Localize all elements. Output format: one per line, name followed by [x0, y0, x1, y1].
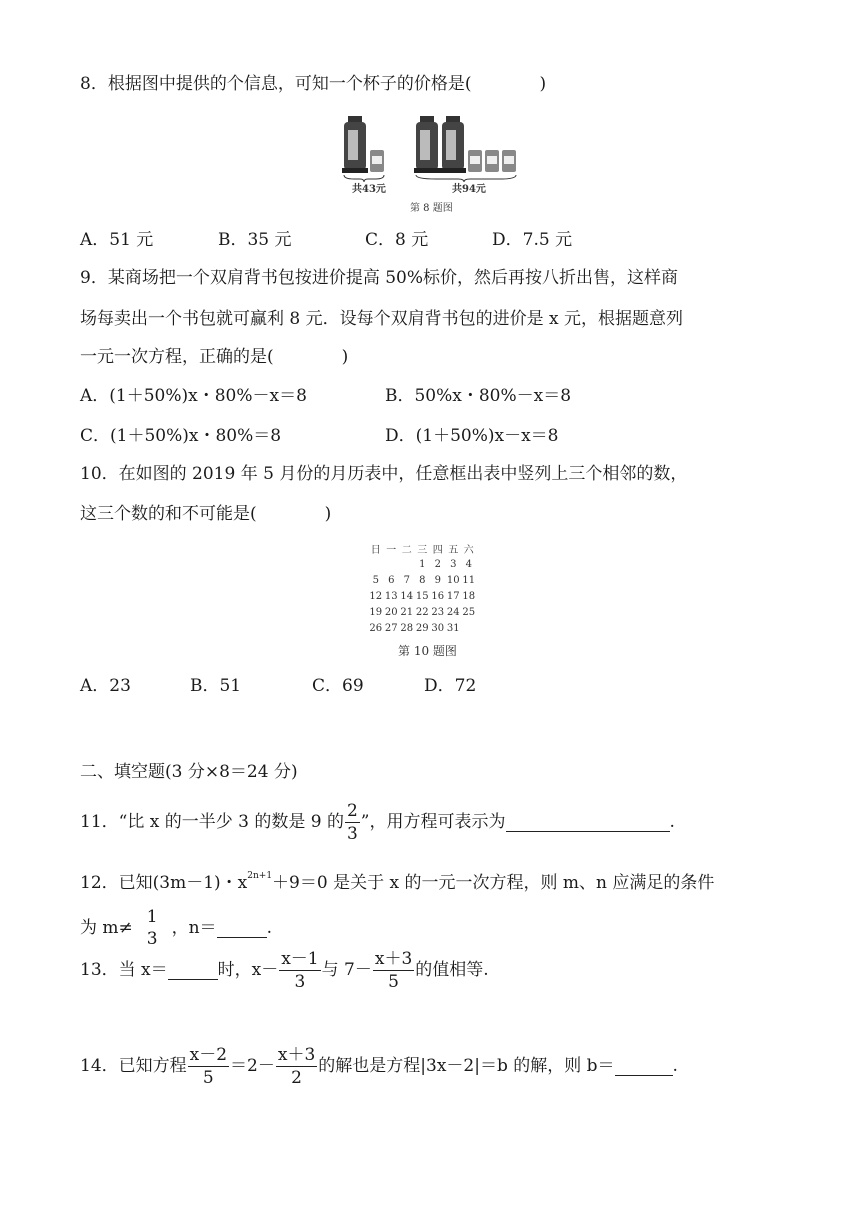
q14-pre: 14．已知方程 [80, 1056, 187, 1076]
q12-end: . [266, 918, 272, 938]
calendar-header-cell: 四 [432, 544, 443, 556]
calendar-row [368, 604, 477, 620]
section-title: 二、填空题(3 分×8＝24 分) [80, 762, 298, 782]
q14-f2-num: x＋3 [277, 1044, 316, 1065]
q14-post: 的解也是方程|3x－2|＝b 的解，则 b＝ [318, 1056, 615, 1076]
q10-option-d[interactable]: D．72 [424, 676, 477, 696]
q9-line-2: 场每卖出一个书包就可赢利 8 元．设每个双肩背书包的进价是 x 元，根据题意列 [80, 309, 684, 329]
q12-line2-a: 为 m≠ [80, 918, 133, 938]
calendar-cell: 24 [446, 606, 460, 618]
calendar-row [368, 620, 477, 636]
calendar-cell: 11 [462, 574, 476, 586]
calendar-cell: 17 [446, 590, 460, 602]
cup-icon [502, 150, 516, 172]
q9-option-c[interactable]: C．(1＋50%)x・80%＝8 [80, 426, 282, 446]
calendar-cell: 8 [419, 574, 426, 586]
calendar-header-cell: 日 [370, 544, 381, 556]
q14-end: . [672, 1056, 678, 1076]
q13-f2-num: x＋3 [374, 948, 413, 969]
thermos-icon [342, 116, 368, 173]
q12-line2-b: ，n＝ [171, 918, 217, 938]
q8-option-c[interactable]: C．8 元 [365, 230, 429, 250]
q9-line-3: 一元一次方程，正确的是( ) [80, 347, 349, 367]
q9-option-a[interactable]: A．(1＋50%)x・80%－x＝8 [80, 386, 307, 406]
calendar-cell: 10 [446, 574, 460, 586]
q14-f2-den: 2 [291, 1067, 302, 1088]
calendar-cell: 15 [415, 590, 429, 602]
calendar-cell: 19 [369, 606, 383, 618]
q12-fraction [147, 906, 158, 950]
calendar-header-row [368, 540, 477, 556]
q12-frac-num: 1 [146, 907, 158, 927]
q11-post: ”，用方程可表示为 [360, 812, 506, 832]
q14-fraction-1 [188, 1044, 229, 1089]
q11-end: . [669, 812, 675, 832]
calendar-cell: 28 [400, 622, 414, 634]
q10-option-b[interactable]: B．51 [190, 676, 242, 696]
q12-answer-blank[interactable] [217, 919, 267, 938]
q10-option-c[interactable]: C．69 [312, 676, 364, 696]
calendar-cell: 22 [415, 606, 429, 618]
calendar-cell: 27 [384, 622, 398, 634]
calendar-cell: 29 [415, 622, 429, 634]
q11-fraction [345, 800, 360, 845]
q12-exponent: 2n+1 [247, 871, 273, 881]
calendar-cell: 21 [400, 606, 414, 618]
calendar-row [368, 556, 477, 572]
q11-pre: 11．“比 x 的一半少 3 的数是 9 的 [80, 812, 344, 832]
q11 [80, 798, 675, 846]
calendar-cell: 3 [450, 558, 457, 570]
calendar-table [368, 540, 477, 636]
q13-mid1: 时，x－ [217, 960, 279, 980]
q12-line-1 [80, 864, 714, 895]
calendar-cell: 26 [369, 622, 383, 634]
calendar-header-cell: 三 [417, 544, 428, 556]
q13-fraction-2 [373, 948, 414, 993]
q12-line1-b: ＋9＝0 是关于 x 的一元一次方程，则 m、n 应满足的条件 [272, 873, 715, 893]
q10-option-a[interactable]: A．23 [80, 676, 131, 696]
calendar-cell: 6 [388, 574, 395, 586]
calendar-row [368, 588, 477, 604]
q11-frac-num: 2 [346, 800, 358, 821]
q10-line-1: 10．在如图的 2019 年 5 月份的月历表中，任意框出表中竖列上三个相邻的数， [80, 464, 688, 484]
q13-pre: 13．当 x＝ [80, 960, 168, 980]
calendar-cell: 23 [431, 606, 445, 618]
q8-option-b[interactable]: B．35 元 [218, 230, 292, 250]
q10-line-2: 这三个数的和不可能是( ) [80, 504, 332, 524]
calendar-cell: 31 [446, 622, 460, 634]
fig8-caption: 第 8 题图 [410, 203, 453, 214]
q8-option-a[interactable]: A．51 元 [80, 230, 154, 250]
q13-fraction-1 [279, 948, 320, 993]
q13-f1-num: x－1 [281, 948, 319, 969]
q14-mid: ＝2－ [230, 1056, 275, 1076]
calendar-header-cell: 五 [448, 544, 459, 556]
fig10-caption: 第 10 题图 [398, 644, 457, 658]
q9-option-d[interactable]: D．(1＋50%)x－x＝8 [385, 426, 559, 446]
q13-answer-blank[interactable] [168, 961, 218, 980]
q14-f1-num: x－2 [189, 1044, 228, 1065]
calendar-cell: 14 [400, 590, 414, 602]
thermos-icon [440, 116, 466, 173]
q13 [80, 946, 489, 994]
calendar-cell: 7 [403, 574, 410, 586]
cup-icon [468, 150, 482, 172]
q13-f1-den: 3 [294, 971, 306, 992]
calendar-cell: 13 [384, 590, 398, 602]
cup-icon [370, 150, 384, 172]
thermos-icon [414, 116, 440, 173]
calendar-header-cell: 二 [401, 544, 412, 556]
q9-option-b[interactable]: B．50%x・80%－x＝8 [385, 386, 572, 406]
calendar-cell: 4 [465, 558, 472, 570]
calendar-header-cell: 一 [386, 544, 397, 556]
q11-frac-den: 3 [346, 823, 358, 844]
q14 [80, 1042, 678, 1090]
q13-f2-den: 5 [388, 971, 399, 992]
calendar-cell: 12 [369, 590, 383, 602]
q12-line1-a: 12．已知(3m－1)・x [80, 873, 248, 893]
q14-answer-blank[interactable] [615, 1057, 673, 1076]
calendar-row [368, 572, 477, 588]
q9-line-1: 9．某商场把一个双肩背书包按进价提高 50%标价，然后再按八折出售，这样商 [80, 268, 679, 288]
q12-frac-den: 3 [146, 929, 158, 949]
q13-post: 的值相等. [415, 960, 489, 980]
calendar-cell: 2 [434, 558, 441, 570]
calendar-cell: 25 [462, 606, 476, 618]
calendar-cell: 5 [372, 574, 379, 586]
q14-fraction-2 [276, 1044, 317, 1089]
calendar-cell: 9 [434, 574, 441, 586]
calendar-header-cell: 六 [463, 544, 474, 556]
calendar-cell: 20 [384, 606, 398, 618]
q8-option-d[interactable]: D．7.5 元 [492, 230, 573, 250]
q8-stem: 8．根据图中提供的个信息，可知一个杯子的价格是( ) [80, 74, 547, 94]
q14-f1-den: 5 [202, 1067, 214, 1088]
fig8-label-left: 共43元 [352, 184, 386, 195]
calendar-cell: 16 [431, 590, 445, 602]
fig8-label-right: 共94元 [452, 184, 486, 195]
q11-answer-blank[interactable] [506, 813, 670, 832]
q13-mid2: 与 7－ [321, 960, 372, 980]
q12-line-2 [80, 904, 272, 952]
calendar-cell: 1 [419, 558, 426, 570]
calendar-cell: 30 [431, 622, 445, 634]
cup-icon [485, 150, 499, 172]
calendar-cell: 18 [462, 590, 476, 602]
